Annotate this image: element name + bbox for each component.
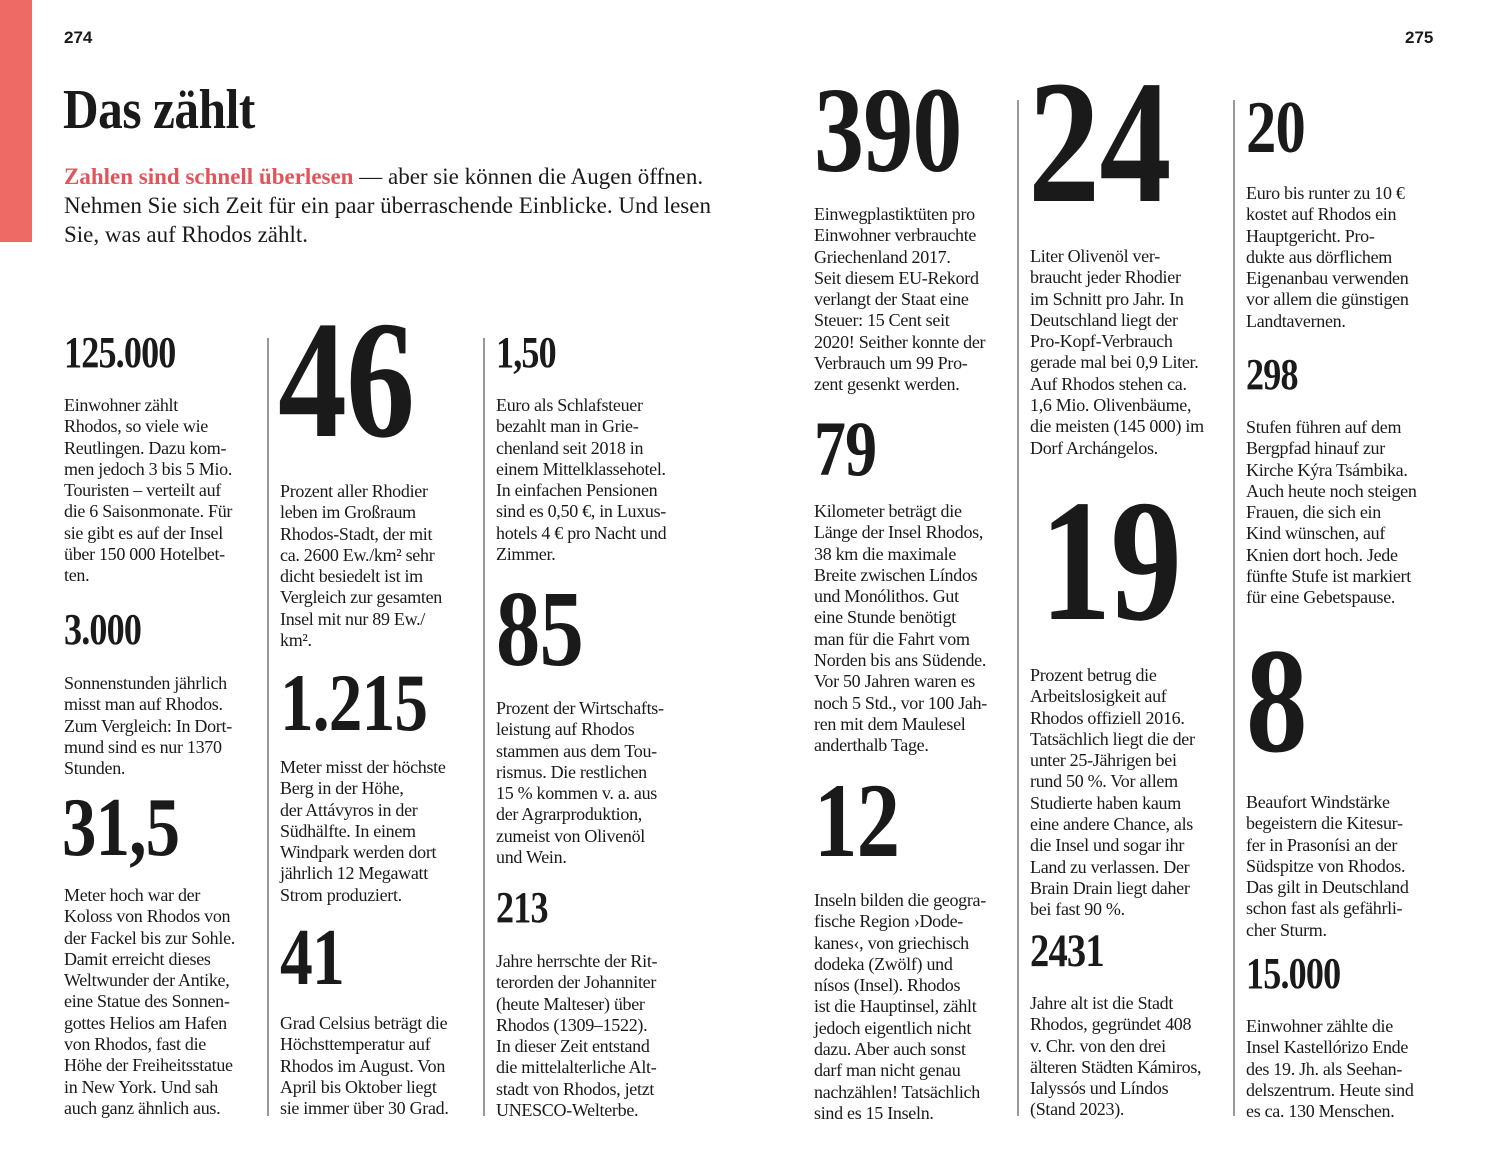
page-number-right: 275 — [1405, 28, 1434, 47]
accent-bar — [0, 0, 32, 242]
fact-number: 20 — [1246, 87, 1306, 169]
fact-text: Euro als Schlafsteuer bezahlt man in Grie- chenland seit 2018 in einem Mittelklassehotel. In einfachen Pensionen sind es 0,50 €, in Luxus- hotels 4 € pro Nacht und Zimmer. — [496, 395, 667, 565]
fact-number: 390 — [814, 63, 962, 198]
fact-text: Liter Olivenöl ver- braucht jeder Rhodier im Schnitt pro Jahr. In Deutschland liegt der Pro-Kopf-Verbrauch gerade mal bei 0,9 Liter. Auf Rhodos stehen ca. 1,6 Mio. Olivenbäume, die meisten (145 000) im Dorf Archángelos. — [1030, 246, 1204, 458]
fact-text: Meter hoch war der Koloss von Rhodos von der Fackel bis zur Sohle. Damit erreicht dieses Weltwunder der Antike, eine Statue des Sonnen- gottes Helios am Hafen von Rhodos, fast die Höhe der Freiheitsstatue in New York. Und sah auch ganz ähnlich aus. — [64, 885, 235, 1118]
fact-text: Jahre herrschte der Rit- terorden der Johanniter (heute Malteser) über Rhodos (1309–1522). In dieser Zeit entstand die mittelalterliche Alt- stadt von Rhodos, jetzt UNESCO-Welterbe. — [496, 951, 658, 1121]
fact-text: Sonnenstunden jährlich misst man auf Rhodos. Zum Vergleich: In Dort- mund sind es nur 1370 Stunden. — [64, 673, 232, 779]
fact-number: 12 — [814, 762, 900, 879]
fact-number: 19 — [1040, 464, 1182, 657]
fact-text: Kilometer beträgt die Länge der Insel Rhodos, 38 km die maximale Breite zwischen Líndos und Monólithos. Gut eine Stunde benötigt man für die Fahrt vom Norden bis ans Südende. Vor 50 Jahren waren es noch 5 Std., vor 100 Jah- ren mit dem Maulesel anderthalb Tage. — [814, 501, 987, 756]
fact-number: 1.215 — [280, 657, 428, 748]
page-title: Das zählt — [63, 79, 255, 141]
column-divider — [1017, 100, 1019, 1116]
fact-number: 24 — [1028, 45, 1171, 240]
column-divider — [1233, 100, 1235, 1116]
fact-number: 79 — [814, 405, 877, 492]
intro-highlight: Zahlen sind schnell überlesen — [64, 164, 354, 189]
fact-number: 298 — [1246, 350, 1298, 399]
fact-number: 46 — [278, 287, 415, 473]
fact-number: 8 — [1246, 618, 1307, 784]
fact-text: Einwohner zählte die Insel Kastellórizo Ende des 19. Jh. als Seehan- delszentrum. Heute sind es ca. 130 Menschen. — [1246, 1016, 1414, 1122]
fact-text: Prozent aller Rhodier leben im Großraum Rhodos-Stadt, der mit ca. 2600 Ew./km² sehr dicht besiedelt ist im Vergleich zur gesamten Insel mit nur 89 Ew./ km². — [280, 481, 443, 651]
fact-text: Jahre alt ist die Stadt Rhodos, gegründet 408 v. Chr. von den drei älteren Städten Kámiros, Ialyssós und Líndos (Stand 2023). — [1030, 993, 1202, 1120]
page-number-left: 274 — [64, 28, 93, 47]
column-divider — [267, 338, 269, 1116]
fact-text: Prozent betrug die Arbeitslosigkeit auf Rhodos offiziell 2016. Tatsächlich liegt die der unter 25-Jährigen bei rund 50 %. Vor allem Studierte haben kaum eine andere Chance, als die Insel und sogar ihr Land zu verlassen. Der Brain Drain liegt daher bei fast 90 %. — [1030, 665, 1195, 920]
fact-text: Einwohner zählt Rhodos, so viele wie Reutlingen. Dazu kom- men jedoch 3 bis 5 Mio. Touristen – verteilt auf die 6 Saisonmonate. Für sie gibt es auf der Insel über 150 000 Hotelbet- ten. — [64, 395, 233, 586]
fact-text: Inseln bilden die geogra- fische Region ›Dode- kanes‹, von griechisch dodeka (Zwölf) und nísos (Insel). Rhodos ist die Hauptinsel, zählt jedoch eigentlich nicht dazu. Aber auch sonst darf man nicht genau nachzählen! Tatsächlich sind es 15 Inseln. — [814, 890, 986, 1123]
fact-text: Einwegplastiktüten pro Einwohner verbrauchte Griechenland 2017. Seit diesem EU-Rekord verlangt der Staat eine Steuer: 15 Cent seit 2020! Seither konnte der Verbrauch um 99 Pro- zent gesenkt werden. — [814, 204, 986, 395]
fact-number: 3.000 — [64, 605, 142, 654]
column-divider — [483, 338, 485, 1116]
fact-text: Meter misst der höchste Berg in der Höhe, der Attávyros in der Südhälfte. In einem Windpark werden dort jährlich 12 Megawatt Strom produziert. — [280, 757, 446, 905]
fact-number: 15.000 — [1246, 949, 1341, 998]
fact-number: 125.000 — [64, 328, 176, 377]
fact-number: 31,5 — [62, 781, 180, 874]
fact-text: Grad Celsius beträgt die Höchsttemperatur auf Rhodos im August. Von April bis Oktober liegt sie immer über 30 Grad. — [280, 1013, 449, 1119]
fact-text: Prozent der Wirtschafts- leistung auf Rhodos stammen aus dem Tou- rismus. Die restlichen 15 % kommen v. a. aus der Agrarproduktion, zumeist von Olivenöl und Wein. — [496, 698, 664, 868]
fact-number: 1,50 — [496, 328, 556, 377]
fact-number: 213 — [496, 883, 548, 932]
fact-number: 41 — [280, 914, 344, 1002]
fact-text: Stufen führen auf dem Bergpfad hinauf zur Kirche Kýra Tsámbika. Auch heute noch steigen Frauen, die sich ein Kind wünschen, auf Knien dort hoch. Jede fünfte Stufe ist markiert für eine Gebetspause. — [1246, 417, 1417, 608]
fact-number: 2431 — [1030, 925, 1104, 977]
intro-text — [64, 162, 744, 249]
fact-text: Euro bis runter zu 10 € kostet auf Rhodos ein Hauptgericht. Pro- dukte aus dörflichem Eigenanbau verwenden vor allem die günstigen Landtavernen. — [1246, 183, 1409, 331]
fact-text: Beaufort Windstärke begeistern die Kitesur- fer in Prasonísi an der Südspitze von Rhodos. Das gilt in Deutschland schon fast als gefährli- cher Sturm. — [1246, 792, 1409, 940]
fact-number: 85 — [496, 570, 583, 689]
intro-rest: — aber sie können die Augen öffnen. Nehmen Sie sich Zeit für ein paar überraschende Einblicke. Und lesen Sie, was auf Rhodos zählt. — [64, 164, 711, 247]
